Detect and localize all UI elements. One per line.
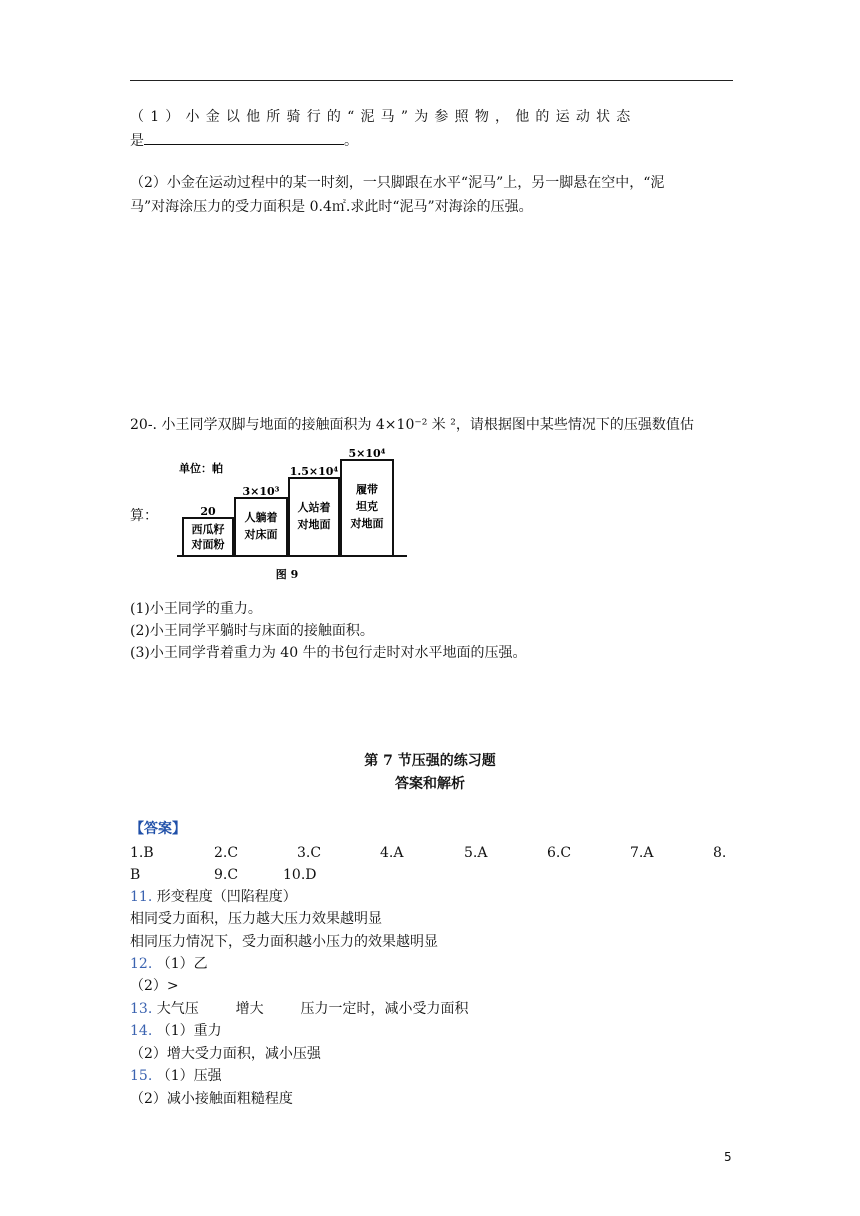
answer-14-text: （1）重力 bbox=[156, 1023, 222, 1039]
q19-part1-line1: （1）小金以他所骑行的“泥马”为参照物，他的运动状态 bbox=[130, 109, 637, 125]
bar-4-label2: 坦克 bbox=[356, 500, 378, 513]
answer-12 bbox=[130, 953, 208, 975]
pressure-figure bbox=[175, 448, 415, 588]
answers-subtitle: 答案和解析 bbox=[395, 776, 465, 792]
unit-label: 单位：帕 bbox=[179, 462, 223, 475]
answer-13-part3: 压力一定时，减小受力面积 bbox=[300, 1001, 469, 1017]
answer-15-line2: （2）减小接触面粗糙程度 bbox=[130, 1091, 293, 1107]
q19-part1-end: 。 bbox=[344, 133, 358, 149]
bar-4-value: 5×10⁴ bbox=[348, 448, 386, 460]
mc-answer: 9.C bbox=[214, 867, 239, 883]
mc-answer: 4.A bbox=[380, 845, 404, 861]
q20-suan: 算： bbox=[130, 508, 158, 524]
answers-title: 第 7 节压强的练习题 bbox=[364, 753, 496, 769]
page-number: 5 bbox=[724, 1150, 732, 1164]
bar-3-label1: 人站着 bbox=[297, 501, 331, 514]
bar-2 bbox=[235, 498, 287, 556]
answer-15-number: 15. bbox=[130, 1068, 153, 1084]
mc-answer: 7.A bbox=[630, 845, 654, 861]
answer-12-text: （1）乙 bbox=[156, 956, 208, 972]
answer-12-line2: （2）> bbox=[130, 978, 179, 994]
answer-11-text: 形变程度（凹陷程度） bbox=[156, 889, 297, 905]
answer-label: 【答案】 bbox=[130, 821, 186, 837]
answer-15 bbox=[130, 1065, 222, 1087]
q19-part1-line2 bbox=[130, 130, 358, 152]
answer-14-line2: （2）增大受力面积，减小压强 bbox=[130, 1046, 321, 1062]
bar-1-value: 20 bbox=[200, 505, 216, 518]
bar-1-label2: 对面粉 bbox=[191, 538, 225, 551]
bar-4-label1: 履带 bbox=[356, 483, 378, 496]
q20-intro: 20-. 小王同学双脚与地面的接触面积为 4×10⁻² 米 ²，请根据图中某些情况下的压强数值估 bbox=[130, 417, 694, 433]
bar-3-label2: 对地面 bbox=[297, 518, 331, 531]
answer-15-text: （1）压强 bbox=[156, 1068, 222, 1084]
mc-answer: 1.B bbox=[130, 845, 154, 861]
mc-answer: 3.C bbox=[297, 845, 322, 861]
answer-blank[interactable] bbox=[144, 130, 344, 145]
bar-2-label1: 人躺着 bbox=[244, 511, 278, 524]
bar-1-label1: 西瓜籽 bbox=[191, 523, 225, 536]
bar-3 bbox=[289, 478, 339, 556]
bar-2-label2: 对床面 bbox=[244, 528, 278, 541]
answer-11-line2: 相同受力面积，压力越大压力效果越明显 bbox=[130, 911, 382, 927]
mc-answer: 8. bbox=[713, 845, 727, 861]
answer-13 bbox=[130, 998, 469, 1020]
answer-13-part1: 大气压 bbox=[156, 1001, 199, 1017]
answer-13-part2: 增大 bbox=[235, 1001, 264, 1017]
pressure-bars-svg bbox=[175, 448, 415, 588]
q19-part1-prefix: 是 bbox=[130, 133, 144, 149]
q19-part2-line1: （2）小金在运动过程中的某一时刻，一只脚跟在水平“泥马”上，另一脚悬在空中，“泥 bbox=[130, 175, 665, 191]
bar-3-value: 1.5×10⁴ bbox=[289, 465, 339, 478]
answer-13-number: 13. bbox=[130, 1001, 153, 1017]
bar-2-value: 3×10³ bbox=[242, 485, 280, 498]
answer-11-number: 11. bbox=[130, 889, 153, 905]
figure-caption: 图 9 bbox=[275, 568, 299, 581]
q20-sub2: (2)小王同学平躺时与床面的接触面积。 bbox=[130, 623, 374, 639]
header-rule bbox=[130, 80, 733, 81]
answer-14 bbox=[130, 1020, 222, 1042]
mc-answer: 5.A bbox=[464, 845, 488, 861]
answer-11-line3: 相同压力情况下，受力面积越小压力的效果越明显 bbox=[130, 934, 438, 950]
mc-answer: 2.C bbox=[214, 845, 239, 861]
answer-11 bbox=[130, 886, 297, 908]
mc-answer: B bbox=[130, 867, 141, 883]
q19-part2-line2: 马”对海涂压力的受力面积是 0.4㎡.求此时“泥马”对海涂的压强。 bbox=[130, 199, 533, 215]
answer-14-number: 14. bbox=[130, 1023, 153, 1039]
bar-4-label3: 对地面 bbox=[350, 517, 384, 530]
q20-sub1: (1)小王同学的重力。 bbox=[130, 601, 262, 617]
answer-12-number: 12. bbox=[130, 956, 153, 972]
mc-answer: 10.D bbox=[283, 867, 317, 883]
q20-sub3: (3)小王同学背着重力为 40 牛的书包行走时对水平地面的压强。 bbox=[130, 645, 527, 661]
mc-answer: 6.C bbox=[547, 845, 572, 861]
